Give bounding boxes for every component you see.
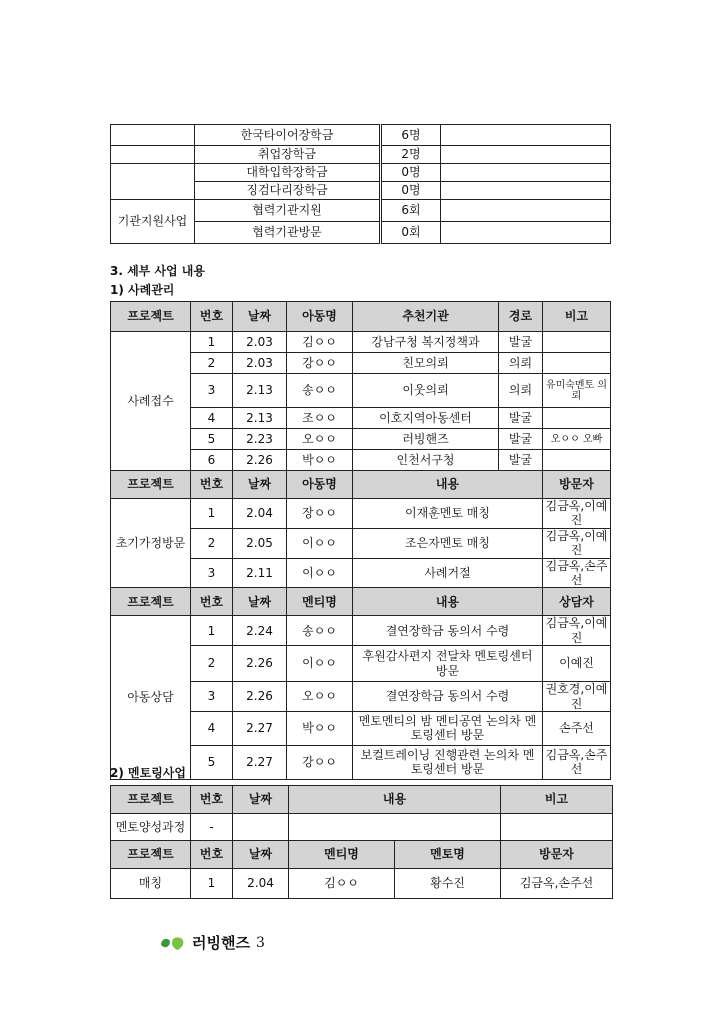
table-cell: 이ㅇㅇ [287, 528, 353, 558]
column-header: 프로젝트 [111, 588, 191, 616]
table-cell: 인천서구청 [353, 450, 499, 471]
table-cell: 후원감사편지 전달차 멘토링센터 방문 [353, 646, 543, 682]
column-header: 방문자 [543, 471, 611, 499]
table-row [111, 332, 611, 353]
table-cell: 3 [191, 558, 233, 588]
table-cell: 4 [191, 408, 233, 429]
table-cell: 송ㅇㅇ [287, 374, 353, 408]
table-cell [543, 408, 611, 429]
table-cell [289, 814, 501, 841]
table-cell [111, 182, 195, 200]
table-cell: 1 [191, 499, 233, 529]
case-management-table [110, 301, 611, 780]
table-cell [441, 164, 611, 182]
table-cell: 발굴 [499, 450, 543, 471]
table-cell: 0명 [381, 182, 441, 200]
column-header: 멘토명 [395, 841, 501, 869]
table-cell: 김금옥,이예진 [543, 528, 611, 558]
table-cell: 2.24 [233, 616, 287, 646]
table-cell: 김금옥,이예진 [543, 616, 611, 646]
table-cell: 친모의뢰 [353, 353, 499, 374]
column-header: 날짜 [233, 786, 289, 814]
column-header: 번호 [191, 588, 233, 616]
table-cell: 멘토멘티의 밤 멘티공연 논의차 멘토링센터 방문 [353, 711, 543, 745]
table-cell [111, 125, 195, 146]
table-cell: 이웃의뢰 [353, 374, 499, 408]
table-cell: 6명 [381, 125, 441, 146]
table-cell: 2.11 [233, 558, 287, 588]
table-cell: 2.27 [233, 745, 287, 779]
table-cell: 손주선 [543, 711, 611, 745]
table-cell: 2.03 [233, 332, 287, 353]
column-header: 경로 [499, 302, 543, 332]
subsection-title: 1) 사례관리 [110, 283, 175, 297]
table-cell [111, 164, 195, 182]
summary-table [110, 124, 611, 244]
table-cell: 결연장학금 동의서 수령 [353, 616, 543, 646]
table-cell: 장ㅇㅇ [287, 499, 353, 529]
table-cell: 오ㅇㅇ 오빠 [543, 429, 611, 450]
project-cell: 사례접수 [111, 332, 191, 471]
table-cell: 협력기관지원 [195, 200, 381, 222]
table-cell: 매칭 [111, 869, 191, 899]
table-cell: 5 [191, 429, 233, 450]
table-cell: 2.03 [233, 353, 287, 374]
column-header: 멘티명 [289, 841, 395, 869]
table-cell: 2명 [381, 146, 441, 164]
table-cell: 5 [191, 745, 233, 779]
table-header-row [111, 471, 611, 499]
table-cell: 유미숙멘토 의뢰 [543, 374, 611, 408]
table-cell [441, 200, 611, 222]
table-cell: 징검다리장학금 [195, 182, 381, 200]
column-header: 프로젝트 [111, 471, 191, 499]
subsection-title: 2) 멘토링사업 [110, 766, 186, 780]
table-cell: 박ㅇㅇ [287, 711, 353, 745]
table-header-row [111, 302, 611, 332]
table-cell: 결연장학금 동의서 수령 [353, 682, 543, 712]
table-row [111, 182, 611, 200]
table-cell: 의뢰 [499, 374, 543, 408]
table-cell: 조은자멘토 매칭 [353, 528, 543, 558]
table-cell: 2.26 [233, 646, 287, 682]
table-cell: 2.04 [233, 869, 289, 899]
column-header: 내용 [353, 588, 543, 616]
column-header: 비고 [543, 302, 611, 332]
table-row [111, 146, 611, 164]
table-cell [111, 146, 195, 164]
column-header: 상담자 [543, 588, 611, 616]
table-cell: 2.26 [233, 682, 287, 712]
table-cell: 2.23 [233, 429, 287, 450]
column-header: 번호 [191, 786, 233, 814]
table-row [111, 125, 611, 146]
table-cell [441, 182, 611, 200]
table-cell: 오ㅇㅇ [287, 429, 353, 450]
table-cell: 취업장학금 [195, 146, 381, 164]
table-row [111, 200, 611, 222]
table-cell: 김ㅇㅇ [289, 869, 395, 899]
table-cell: 협력기관방문 [195, 222, 381, 244]
table-cell: 강남구청 복지정책과 [353, 332, 499, 353]
table-cell: 6 [191, 450, 233, 471]
column-header: 날짜 [233, 588, 287, 616]
table-cell: 박ㅇㅇ [287, 450, 353, 471]
table-cell: 0회 [381, 222, 441, 244]
table-cell: 3 [191, 374, 233, 408]
column-header: 아동명 [287, 302, 353, 332]
column-header: 날짜 [233, 302, 287, 332]
table-cell: 러빙핸즈 [353, 429, 499, 450]
table-cell: 조ㅇㅇ [287, 408, 353, 429]
table-cell: 이재훈멘토 매칭 [353, 499, 543, 529]
table-cell: 4 [191, 711, 233, 745]
table-cell [441, 125, 611, 146]
project-cell: 초기가정방문 [111, 499, 191, 588]
table-cell: 이ㅇㅇ [287, 646, 353, 682]
table-cell: 2.05 [233, 528, 287, 558]
table-cell [501, 814, 613, 841]
table-cell: 0명 [381, 164, 441, 182]
table-row [111, 616, 611, 646]
table-cell: 김금옥,이예진 [543, 499, 611, 529]
column-header: 내용 [289, 786, 501, 814]
table-cell: 2.27 [233, 711, 287, 745]
table-cell: 1 [191, 616, 233, 646]
leaf-heart-icon [158, 933, 188, 953]
table-row [111, 164, 611, 182]
table-cell [441, 222, 611, 244]
table-cell: 사례거절 [353, 558, 543, 588]
column-header: 방문자 [501, 841, 613, 869]
table-header-row [111, 841, 613, 869]
column-header: 프로젝트 [111, 302, 191, 332]
table-cell: 김금옥,손주선 [501, 869, 613, 899]
table-row [111, 814, 613, 841]
table-cell: 의뢰 [499, 353, 543, 374]
table-cell: 발굴 [499, 429, 543, 450]
table-cell: 황수진 [395, 869, 501, 899]
table-cell: 송ㅇㅇ [287, 616, 353, 646]
column-header: 번호 [191, 841, 233, 869]
column-header: 날짜 [233, 841, 289, 869]
table-cell: 강ㅇㅇ [287, 745, 353, 779]
table-cell: 대학입학장학금 [195, 164, 381, 182]
column-header: 아동명 [287, 471, 353, 499]
table-row [111, 499, 611, 529]
table-cell: 권호경,이예진 [543, 682, 611, 712]
table-cell: 기관지원사업 [111, 200, 195, 244]
table-cell: 오ㅇㅇ [287, 682, 353, 712]
table-cell: 김금옥,손주선 [543, 745, 611, 779]
table-cell: 6회 [381, 200, 441, 222]
logo-text: 러빙핸즈 [192, 934, 250, 952]
column-header: 프로젝트 [111, 786, 191, 814]
column-header: 멘티명 [287, 588, 353, 616]
table-cell: 김ㅇㅇ [287, 332, 353, 353]
table-cell: - [191, 814, 233, 841]
table-cell: 2 [191, 353, 233, 374]
table-cell [543, 332, 611, 353]
table-cell: 2.04 [233, 499, 287, 529]
table-cell: 2.26 [233, 450, 287, 471]
table-cell: 이예진 [543, 646, 611, 682]
table-cell: 3 [191, 682, 233, 712]
section-title: 3. 세부 사업 내용 [110, 264, 205, 278]
table-cell: 발굴 [499, 408, 543, 429]
table-cell [543, 450, 611, 471]
table-cell: 2 [191, 646, 233, 682]
table-cell: 멘토양성과정 [111, 814, 191, 841]
column-header: 추천기관 [353, 302, 499, 332]
project-cell: 아동상담 [111, 616, 191, 780]
table-header-row [111, 588, 611, 616]
page-number: 3 [255, 934, 265, 951]
column-header: 비고 [501, 786, 613, 814]
table-header-row [111, 786, 613, 814]
table-cell [441, 146, 611, 164]
table-cell: 1 [191, 332, 233, 353]
table-cell: 2.13 [233, 374, 287, 408]
table-cell: 한국타이어장학금 [195, 125, 381, 146]
column-header: 날짜 [233, 471, 287, 499]
table-cell: 강ㅇㅇ [287, 353, 353, 374]
table-cell: 보컬트레이닝 진행관련 논의차 멘토링센터 방문 [353, 745, 543, 779]
table-cell: 이ㅇㅇ [287, 558, 353, 588]
table-cell: 김금옥,손주선 [543, 558, 611, 588]
table-cell: 발굴 [499, 332, 543, 353]
table-row [111, 869, 613, 899]
column-header: 내용 [353, 471, 543, 499]
table-cell: 2 [191, 528, 233, 558]
table-cell: 1 [191, 869, 233, 899]
table-cell [543, 353, 611, 374]
table-cell: 이호지역아동센터 [353, 408, 499, 429]
table-cell: 2.13 [233, 408, 287, 429]
column-header: 프로젝트 [111, 841, 191, 869]
table-cell [233, 814, 289, 841]
page-footer [158, 932, 265, 953]
column-header: 번호 [191, 471, 233, 499]
mentoring-table [110, 785, 613, 899]
column-header: 번호 [191, 302, 233, 332]
